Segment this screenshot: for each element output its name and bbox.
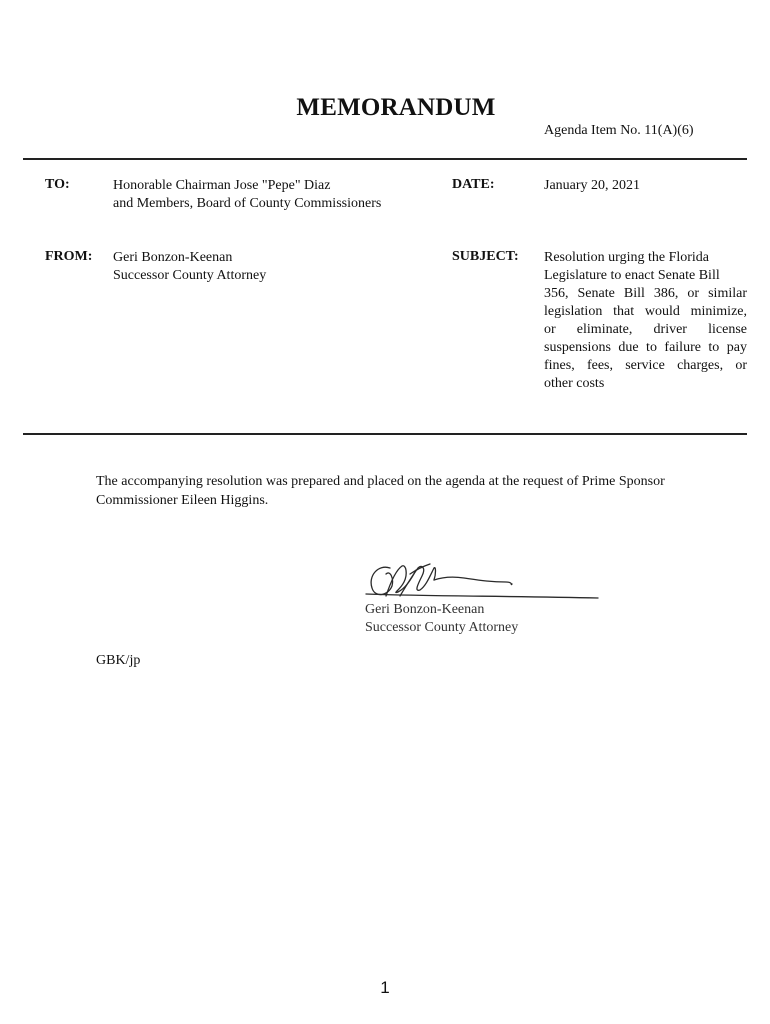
memo-title: MEMORANDUM — [296, 94, 496, 121]
subject-line: 356, Senate Bill 386, or similar — [544, 286, 747, 301]
body-paragraph — [96, 472, 716, 510]
subject-line: Legislature to enact Senate Bill — [544, 268, 720, 283]
date-value: January 20, 2021 — [544, 178, 641, 193]
subject-line: legislation that would minimize, — [544, 304, 747, 319]
body-line-2: Commissioner Eileen Higgins. — [96, 493, 269, 508]
from-label: FROM: — [45, 249, 93, 264]
subject-line: other costs — [544, 376, 605, 391]
subject-line: Resolution urging the Florida — [544, 250, 710, 265]
body-line-1: The accompanying resolution was prepared and placed on the agenda at the request of Prime Sponsor — [96, 474, 665, 489]
signatory-title: Successor County Attorney — [365, 620, 519, 635]
signatory-name: Geri Bonzon-Keenan — [365, 602, 485, 617]
to-line-1: Honorable Chairman Jose "Pepe" Diaz — [113, 178, 331, 193]
page-number: 1 — [380, 978, 390, 997]
subject-line: suspensions due to failure to pay — [544, 340, 747, 355]
from-line-2: Successor County Attorney — [113, 268, 267, 283]
to-recipient — [113, 177, 381, 213]
subject-line: fines, fees, service charges, or — [544, 358, 747, 373]
from-line-1: Geri Bonzon-Keenan — [113, 250, 233, 265]
signature-block — [365, 601, 518, 637]
subject-label: SUBJECT: — [452, 249, 519, 264]
handwritten-signature — [360, 556, 605, 606]
to-line-2: and Members, Board of County Commissioners — [113, 196, 382, 211]
initials: GBK/jp — [96, 653, 141, 668]
subject-text — [544, 249, 747, 393]
date-label: DATE: — [452, 177, 495, 192]
to-label: TO: — [45, 177, 70, 192]
from-sender — [113, 249, 266, 285]
subject-line: or eliminate, driver license — [544, 322, 747, 337]
top-divider — [23, 158, 747, 160]
agenda-item-number: Agenda Item No. 11(A)(6) — [544, 123, 694, 138]
bottom-divider — [23, 433, 747, 435]
